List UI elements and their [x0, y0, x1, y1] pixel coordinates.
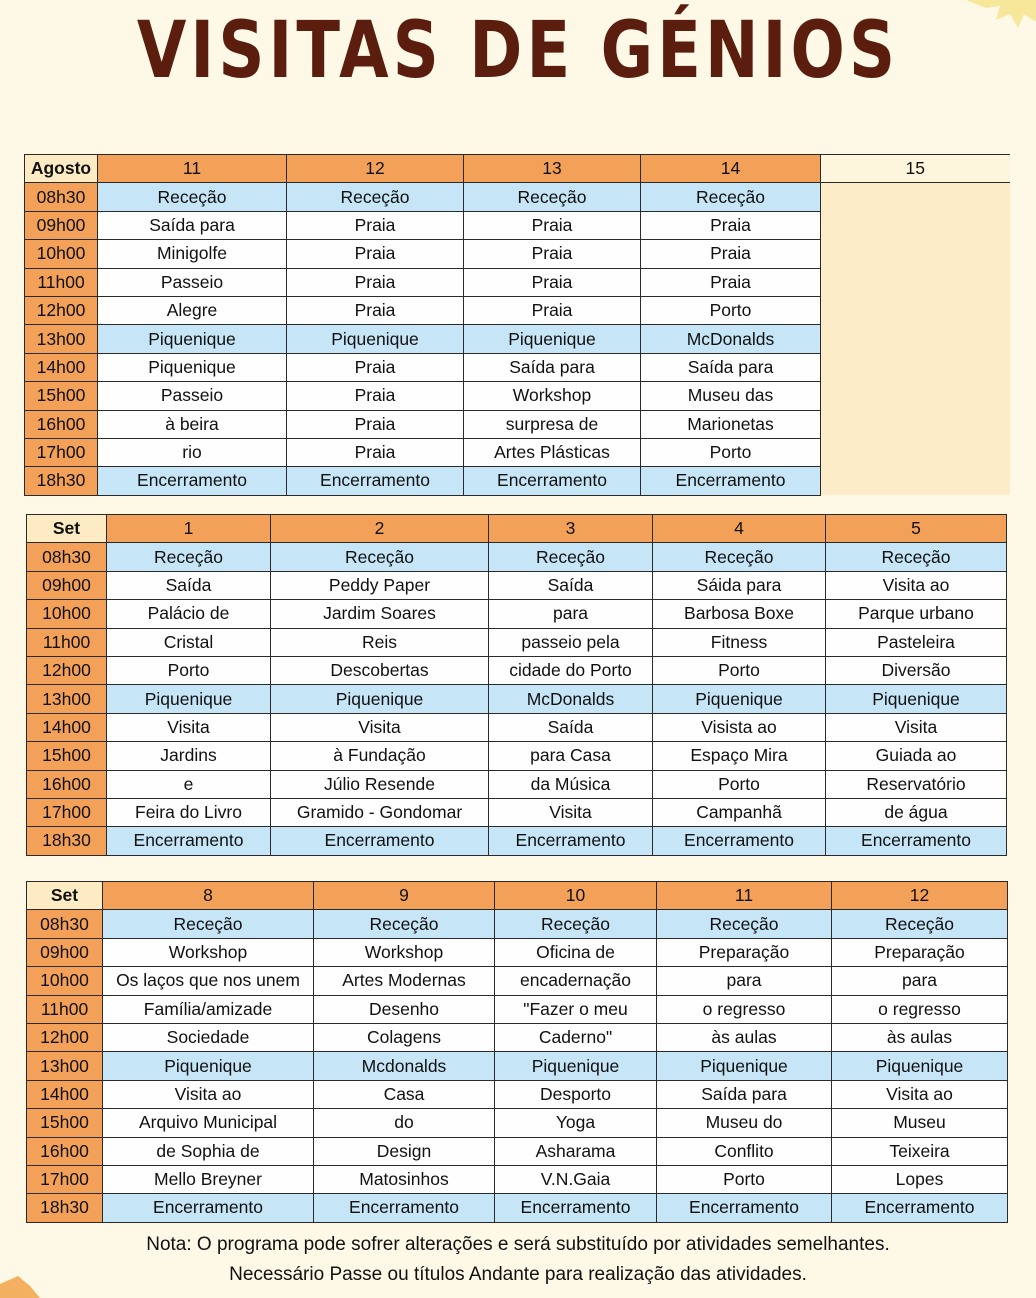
- activity-cell: Barbosa Boxe: [653, 600, 826, 628]
- activity-cell: Receção: [641, 183, 821, 211]
- empty-cell: [821, 438, 1010, 466]
- activity-cell: Sáida para: [653, 571, 826, 599]
- activity-cell: Preparação: [657, 938, 832, 966]
- activity-cell: Jardins: [107, 742, 271, 770]
- time-cell: 11h00: [25, 268, 98, 296]
- activity-cell: Receção: [489, 543, 653, 571]
- header-row: [25, 155, 1010, 183]
- schedule-table-september-week2: [26, 881, 1008, 1223]
- activity-cell: Praia: [641, 211, 821, 239]
- activity-cell: Saída para: [464, 353, 641, 381]
- activity-cell: Receção: [107, 543, 271, 571]
- activity-cell: Palácio de: [107, 600, 271, 628]
- day-header: 2: [271, 515, 489, 543]
- schedule-row: [25, 438, 1010, 466]
- activity-cell: de água: [826, 798, 1007, 826]
- schedule-row: [27, 1137, 1008, 1165]
- activity-cell: Conflito: [657, 1137, 832, 1165]
- day-header: 8: [103, 882, 314, 910]
- activity-cell: Reis: [271, 628, 489, 656]
- activity-cell: Praia: [464, 268, 641, 296]
- time-cell: 13h00: [25, 325, 98, 353]
- activity-cell: Praia: [464, 296, 641, 324]
- day-header: 11: [657, 882, 832, 910]
- activity-cell: Encerramento: [103, 1194, 314, 1222]
- schedule-row: [27, 1194, 1008, 1222]
- activity-cell: Mcdonalds: [314, 1052, 495, 1080]
- activity-cell: Piquenique: [464, 325, 641, 353]
- activity-cell: Receção: [271, 543, 489, 571]
- activity-cell: rio: [98, 438, 287, 466]
- schedule-row: [27, 1165, 1008, 1193]
- activity-cell: Asharama: [495, 1137, 657, 1165]
- decorative-sunburst-shape: [966, 0, 1036, 30]
- activity-cell: Museu das: [641, 382, 821, 410]
- activity-cell: Piquenique: [98, 353, 287, 381]
- activity-cell: Teixeira: [832, 1137, 1008, 1165]
- schedule-row: [27, 938, 1008, 966]
- schedule-row: [27, 628, 1007, 656]
- activity-cell: Desenho: [314, 995, 495, 1023]
- activity-cell: "Fazer o meu: [495, 995, 657, 1023]
- month-label: Set: [27, 882, 103, 910]
- activity-cell: Matosinhos: [314, 1165, 495, 1193]
- activity-cell: para Casa: [489, 742, 653, 770]
- activity-cell: Saída para: [98, 211, 287, 239]
- activity-cell: Encerramento: [98, 467, 287, 495]
- activity-cell: Porto: [641, 296, 821, 324]
- activity-cell: Parque urbano: [826, 600, 1007, 628]
- activity-cell: cidade do Porto: [489, 656, 653, 684]
- month-label: Agosto: [25, 155, 98, 183]
- activity-cell: Porto: [653, 656, 826, 684]
- time-cell: 16h00: [27, 770, 107, 798]
- activity-cell: Porto: [641, 438, 821, 466]
- day-header: 5: [826, 515, 1007, 543]
- activity-cell: Praia: [287, 211, 464, 239]
- activity-cell: Artes Plásticas: [464, 438, 641, 466]
- activity-cell: Receção: [657, 910, 832, 938]
- activity-cell: Família/amizade: [103, 995, 314, 1023]
- schedule-row: [27, 685, 1007, 713]
- schedule-row: [27, 770, 1007, 798]
- activity-cell: Minigolfe: [98, 240, 287, 268]
- schedule-row: [27, 600, 1007, 628]
- time-cell: 09h00: [27, 571, 107, 599]
- time-cell: 16h00: [27, 1137, 103, 1165]
- header-row: [27, 515, 1007, 543]
- schedule-table-september-week1: [26, 514, 1007, 856]
- time-cell: 10h00: [27, 967, 103, 995]
- activity-cell: Visita: [271, 713, 489, 741]
- empty-cell: [821, 296, 1010, 324]
- activity-cell: Piquenique: [287, 325, 464, 353]
- time-cell: 10h00: [25, 240, 98, 268]
- schedule-row: [27, 1052, 1008, 1080]
- time-cell: 12h00: [25, 296, 98, 324]
- activity-cell: Praia: [287, 353, 464, 381]
- activity-cell: Artes Modernas: [314, 967, 495, 995]
- activity-cell: Passeio: [98, 268, 287, 296]
- activity-cell: Desporto: [495, 1080, 657, 1108]
- time-cell: 10h00: [27, 600, 107, 628]
- activity-cell: McDonalds: [641, 325, 821, 353]
- time-cell: 13h00: [27, 685, 107, 713]
- activity-cell: Saída: [489, 713, 653, 741]
- activity-cell: surpresa de: [464, 410, 641, 438]
- activity-cell: para: [489, 600, 653, 628]
- month-label: Set: [27, 515, 107, 543]
- activity-cell: Receção: [287, 183, 464, 211]
- activity-cell: Praia: [287, 268, 464, 296]
- activity-cell: McDonalds: [489, 685, 653, 713]
- note-transport: Necessário Passe ou títulos Andante para realização das atividades.: [229, 1264, 807, 1285]
- activity-cell: Encerramento: [271, 827, 489, 855]
- day-header: 15: [821, 155, 1010, 183]
- activity-cell: Encerramento: [464, 467, 641, 495]
- activity-cell: Workshop: [103, 938, 314, 966]
- day-header: 11: [98, 155, 287, 183]
- empty-cell: [821, 353, 1010, 381]
- activity-cell: para: [657, 967, 832, 995]
- activity-cell: Cristal: [107, 628, 271, 656]
- header-row: [27, 882, 1008, 910]
- activity-cell: passeio pela: [489, 628, 653, 656]
- activity-cell: Encerramento: [107, 827, 271, 855]
- activity-cell: Praia: [287, 240, 464, 268]
- activity-cell: Piquenique: [653, 685, 826, 713]
- activity-cell: o regresso: [832, 995, 1008, 1023]
- activity-cell: Campanhã: [653, 798, 826, 826]
- activity-cell: Descobertas: [271, 656, 489, 684]
- time-cell: 15h00: [25, 382, 98, 410]
- schedule-row: [27, 995, 1008, 1023]
- activity-cell: Visita: [489, 798, 653, 826]
- schedule-row: [27, 967, 1008, 995]
- activity-cell: encadernação: [495, 967, 657, 995]
- activity-cell: Receção: [832, 910, 1008, 938]
- schedule-row: [27, 1080, 1008, 1108]
- time-cell: 11h00: [27, 995, 103, 1023]
- time-cell: 14h00: [27, 1080, 103, 1108]
- activity-cell: Reservatório: [826, 770, 1007, 798]
- empty-cell: [821, 240, 1010, 268]
- schedule-row: [27, 543, 1007, 571]
- activity-cell: Jardim Soares: [271, 600, 489, 628]
- activity-cell: Piquenique: [826, 685, 1007, 713]
- activity-cell: Praia: [641, 240, 821, 268]
- activity-cell: Júlio Resende: [271, 770, 489, 798]
- activity-cell: Colagens: [314, 1023, 495, 1051]
- schedule-row: [25, 268, 1010, 296]
- activity-cell: Visita ao: [103, 1080, 314, 1108]
- empty-cell: [821, 211, 1010, 239]
- activity-cell: Visita: [826, 713, 1007, 741]
- schedule-row: [27, 742, 1007, 770]
- activity-cell: Encerramento: [287, 467, 464, 495]
- schedule-row: [25, 183, 1010, 211]
- day-header: 12: [832, 882, 1008, 910]
- schedule-row: [25, 240, 1010, 268]
- activity-cell: Alegre: [98, 296, 287, 324]
- time-cell: 15h00: [27, 742, 107, 770]
- day-header: 12: [287, 155, 464, 183]
- activity-cell: Encerramento: [641, 467, 821, 495]
- activity-cell: Piquenique: [495, 1052, 657, 1080]
- activity-cell: do: [314, 1109, 495, 1137]
- schedule-row: [27, 571, 1007, 599]
- activity-cell: Marionetas: [641, 410, 821, 438]
- time-cell: 14h00: [27, 713, 107, 741]
- schedule-table-august: [24, 154, 1010, 496]
- activity-cell: Encerramento: [826, 827, 1007, 855]
- activity-cell: Museu: [832, 1109, 1008, 1137]
- day-header: 3: [489, 515, 653, 543]
- activity-cell: V.N.Gaia: [495, 1165, 657, 1193]
- schedule-row: [27, 1023, 1008, 1051]
- time-cell: 18h30: [27, 827, 107, 855]
- time-cell: 08h30: [25, 183, 98, 211]
- time-cell: 11h00: [27, 628, 107, 656]
- activity-cell: Workshop: [314, 938, 495, 966]
- activity-cell: Arquivo Municipal: [103, 1109, 314, 1137]
- activity-cell: Piquenique: [657, 1052, 832, 1080]
- activity-cell: Porto: [657, 1165, 832, 1193]
- schedule-row: [25, 410, 1010, 438]
- activity-cell: Piquenique: [271, 685, 489, 713]
- schedule-row: [27, 827, 1007, 855]
- day-header: 14: [641, 155, 821, 183]
- decorative-corner-shape: [0, 1276, 40, 1298]
- activity-cell: Receção: [98, 183, 287, 211]
- time-cell: 15h00: [27, 1109, 103, 1137]
- activity-cell: para: [832, 967, 1008, 995]
- activity-cell: Receção: [495, 910, 657, 938]
- time-cell: 08h30: [27, 543, 107, 571]
- activity-cell: Encerramento: [657, 1194, 832, 1222]
- activity-cell: Receção: [464, 183, 641, 211]
- schedule-row: [27, 798, 1007, 826]
- time-cell: 13h00: [27, 1052, 103, 1080]
- note-changes: Nota: O programa pode sofrer alterações e será substituído por atividades semelhantes.: [146, 1234, 890, 1255]
- activity-cell: Receção: [653, 543, 826, 571]
- activity-cell: Encerramento: [832, 1194, 1008, 1222]
- day-header: 13: [464, 155, 641, 183]
- day-header: 4: [653, 515, 826, 543]
- activity-cell: Receção: [826, 543, 1007, 571]
- activity-cell: Saída para: [657, 1080, 832, 1108]
- activity-cell: à Fundação: [271, 742, 489, 770]
- activity-cell: Design: [314, 1137, 495, 1165]
- activity-cell: Casa: [314, 1080, 495, 1108]
- activity-cell: Caderno": [495, 1023, 657, 1051]
- activity-cell: Fitness: [653, 628, 826, 656]
- activity-cell: Receção: [103, 910, 314, 938]
- activity-cell: Visita ao: [826, 571, 1007, 599]
- activity-cell: Pasteleira: [826, 628, 1007, 656]
- activity-cell: Os laços que nos unem: [103, 967, 314, 995]
- activity-cell: Sociedade: [103, 1023, 314, 1051]
- activity-cell: à beira: [98, 410, 287, 438]
- time-cell: 09h00: [25, 211, 98, 239]
- activity-cell: Praia: [464, 211, 641, 239]
- activity-cell: Saída para: [641, 353, 821, 381]
- empty-cell: [821, 325, 1010, 353]
- activity-cell: e: [107, 770, 271, 798]
- schedule-row: [25, 296, 1010, 324]
- activity-cell: Piquenique: [98, 325, 287, 353]
- schedule-row: [27, 1109, 1008, 1137]
- page-title: VISITAS DE GÉNIOS: [136, 6, 900, 96]
- activity-cell: de Sophia de: [103, 1137, 314, 1165]
- activity-cell: Encerramento: [495, 1194, 657, 1222]
- time-cell: 17h00: [27, 1165, 103, 1193]
- activity-cell: Praia: [287, 438, 464, 466]
- activity-cell: Lopes: [832, 1165, 1008, 1193]
- activity-cell: Praia: [287, 296, 464, 324]
- time-cell: 18h30: [25, 467, 98, 495]
- activity-cell: às aulas: [832, 1023, 1008, 1051]
- activity-cell: Encerramento: [653, 827, 826, 855]
- schedule-row: [27, 713, 1007, 741]
- activity-cell: Porto: [653, 770, 826, 798]
- activity-cell: Gramido - Gondomar: [271, 798, 489, 826]
- activity-cell: Oficina de: [495, 938, 657, 966]
- activity-cell: Museu do: [657, 1109, 832, 1137]
- empty-cell: [821, 183, 1010, 211]
- activity-cell: Feira do Livro: [107, 798, 271, 826]
- time-cell: 17h00: [27, 798, 107, 826]
- activity-cell: Encerramento: [314, 1194, 495, 1222]
- time-cell: 16h00: [25, 410, 98, 438]
- activity-cell: Visita ao: [832, 1080, 1008, 1108]
- activity-cell: da Música: [489, 770, 653, 798]
- time-cell: 08h30: [27, 910, 103, 938]
- activity-cell: Encerramento: [489, 827, 653, 855]
- activity-cell: Receção: [314, 910, 495, 938]
- empty-cell: [821, 467, 1010, 495]
- activity-cell: Workshop: [464, 382, 641, 410]
- time-cell: 12h00: [27, 656, 107, 684]
- activity-cell: Mello Breyner: [103, 1165, 314, 1193]
- schedule-row: [25, 467, 1010, 495]
- time-cell: 09h00: [27, 938, 103, 966]
- time-cell: 12h00: [27, 1023, 103, 1051]
- schedule-row: [25, 325, 1010, 353]
- time-cell: 14h00: [25, 353, 98, 381]
- activity-cell: Diversão: [826, 656, 1007, 684]
- activity-cell: Praia: [287, 410, 464, 438]
- activity-cell: Praia: [287, 382, 464, 410]
- day-header: 1: [107, 515, 271, 543]
- time-cell: 17h00: [25, 438, 98, 466]
- day-header: 10: [495, 882, 657, 910]
- schedule-row: [27, 910, 1008, 938]
- schedule-row: [25, 211, 1010, 239]
- activity-cell: Praia: [641, 268, 821, 296]
- schedule-row: [27, 656, 1007, 684]
- empty-cell: [821, 382, 1010, 410]
- activity-cell: Saída: [489, 571, 653, 599]
- empty-cell: [821, 410, 1010, 438]
- day-header: 9: [314, 882, 495, 910]
- empty-cell: [821, 268, 1010, 296]
- activity-cell: Visita: [107, 713, 271, 741]
- activity-cell: Yoga: [495, 1109, 657, 1137]
- activity-cell: Peddy Paper: [271, 571, 489, 599]
- activity-cell: às aulas: [657, 1023, 832, 1051]
- schedule-row: [25, 382, 1010, 410]
- activity-cell: Piquenique: [103, 1052, 314, 1080]
- time-cell: 18h30: [27, 1194, 103, 1222]
- activity-cell: Espaço Mira: [653, 742, 826, 770]
- activity-cell: Preparação: [832, 938, 1008, 966]
- activity-cell: Piquenique: [107, 685, 271, 713]
- activity-cell: Guiada ao: [826, 742, 1007, 770]
- activity-cell: o regresso: [657, 995, 832, 1023]
- activity-cell: Visista ao: [653, 713, 826, 741]
- activity-cell: Porto: [107, 656, 271, 684]
- activity-cell: Piquenique: [832, 1052, 1008, 1080]
- activity-cell: Passeio: [98, 382, 287, 410]
- activity-cell: Saída: [107, 571, 271, 599]
- schedule-row: [25, 353, 1010, 381]
- activity-cell: Praia: [464, 240, 641, 268]
